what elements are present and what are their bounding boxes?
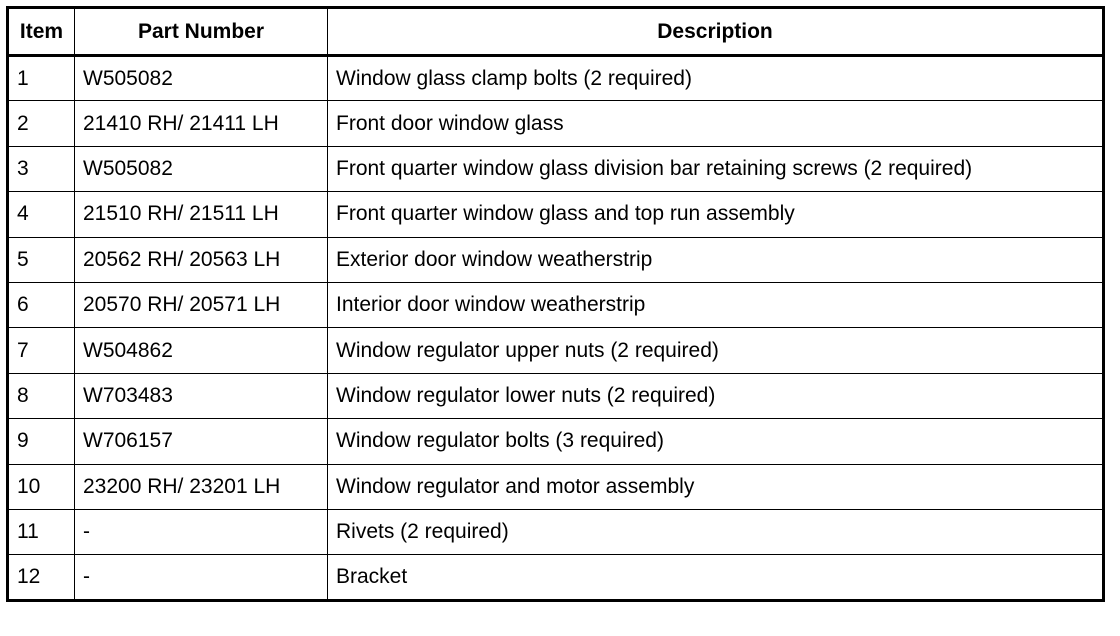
cell-item: 3 [8, 146, 75, 191]
cell-description: Exterior door window weatherstrip [328, 237, 1104, 282]
table-row [8, 192, 1104, 237]
cell-part-number: W706157 [75, 419, 328, 464]
header-item: Item [8, 8, 75, 56]
cell-item: 8 [8, 373, 75, 418]
cell-part-number: 21410 RH/ 21411 LH [75, 101, 328, 146]
cell-description: Window regulator bolts (3 required) [328, 419, 1104, 464]
table-row [8, 146, 1104, 191]
cell-item: 7 [8, 328, 75, 373]
parts-table [6, 6, 1105, 602]
cell-item: 12 [8, 555, 75, 600]
cell-part-number: 20562 RH/ 20563 LH [75, 237, 328, 282]
table-row [8, 509, 1104, 554]
cell-part-number: W703483 [75, 373, 328, 418]
cell-item: 1 [8, 56, 75, 101]
cell-description: Window regulator and motor assembly [328, 464, 1104, 509]
table-header [8, 8, 1104, 56]
cell-part-number: 21510 RH/ 21511 LH [75, 192, 328, 237]
table-row [8, 101, 1104, 146]
cell-part-number: W505082 [75, 146, 328, 191]
table-row [8, 464, 1104, 509]
cell-part-number: W504862 [75, 328, 328, 373]
cell-description: Window regulator lower nuts (2 required) [328, 373, 1104, 418]
cell-item: 5 [8, 237, 75, 282]
cell-part-number: 23200 RH/ 23201 LH [75, 464, 328, 509]
cell-item: 4 [8, 192, 75, 237]
cell-part-number: 20570 RH/ 20571 LH [75, 282, 328, 327]
cell-description: Front door window glass [328, 101, 1104, 146]
cell-part-number: - [75, 509, 328, 554]
cell-description: Interior door window weatherstrip [328, 282, 1104, 327]
table-row [8, 237, 1104, 282]
header-row [8, 8, 1104, 56]
cell-part-number: - [75, 555, 328, 600]
cell-description: Front quarter window glass and top run assembly [328, 192, 1104, 237]
table-body [8, 56, 1104, 601]
table-row [8, 419, 1104, 464]
cell-item: 9 [8, 419, 75, 464]
cell-description: Window regulator upper nuts (2 required) [328, 328, 1104, 373]
cell-item: 6 [8, 282, 75, 327]
header-description: Description [328, 8, 1104, 56]
header-part-number: Part Number [75, 8, 328, 56]
table-row [8, 56, 1104, 101]
cell-description: Bracket [328, 555, 1104, 600]
cell-part-number: W505082 [75, 56, 328, 101]
table-row [8, 328, 1104, 373]
cell-item: 2 [8, 101, 75, 146]
cell-description: Window glass clamp bolts (2 required) [328, 56, 1104, 101]
table-row [8, 282, 1104, 327]
cell-description: Front quarter window glass division bar retaining screws (2 required) [328, 146, 1104, 191]
table-row [8, 373, 1104, 418]
cell-item: 11 [8, 509, 75, 554]
table-row [8, 555, 1104, 600]
cell-description: Rivets (2 required) [328, 509, 1104, 554]
cell-item: 10 [8, 464, 75, 509]
